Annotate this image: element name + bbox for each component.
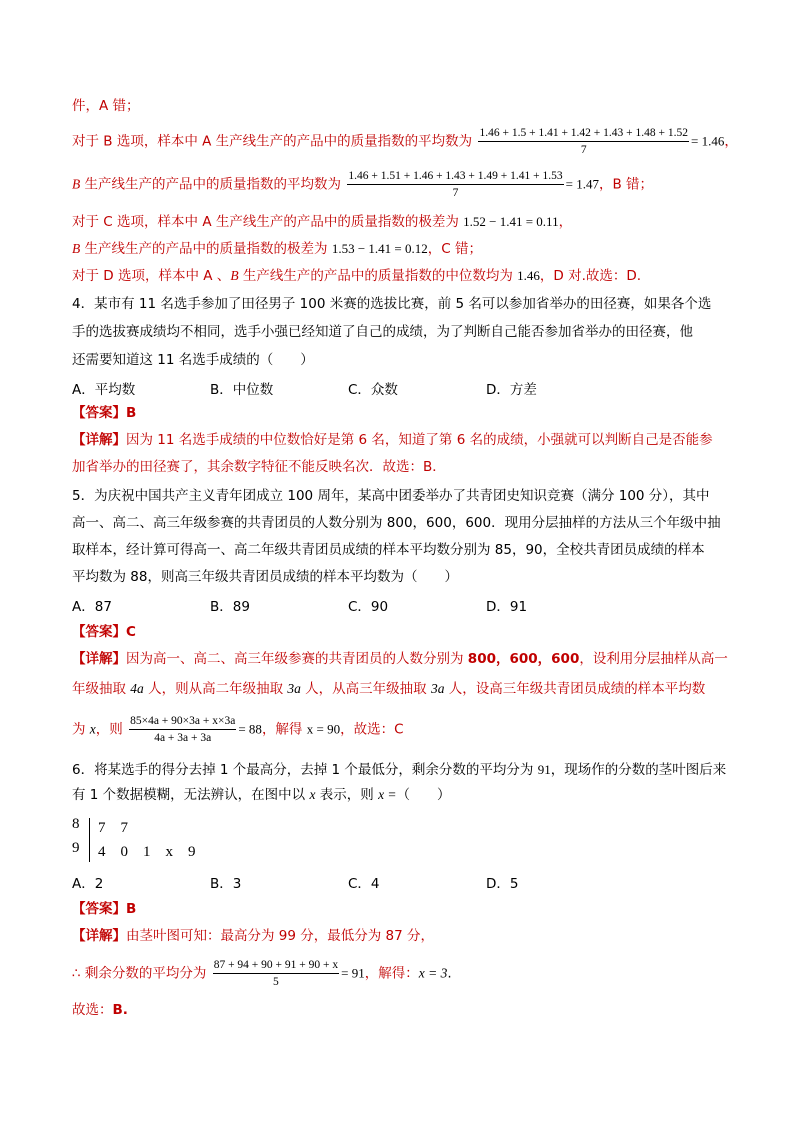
q4-answer: 【答案】B [72, 405, 137, 421]
stem-8: 8 [72, 816, 80, 832]
q5-stem-line-4: 平均数为 88，则高三年级共青团员成绩的样本平均数为（ ） [72, 569, 458, 585]
q5-option-c: C．90 [348, 599, 389, 615]
q4-detail-line-2: 加省举办的田径赛了，其余数字特征不能反映名次．故选：B． [72, 459, 446, 475]
q5-detail-line-3: 为 x，则 $\frac{85\times 4a + 90\times 3a + x\times 3a}{4a + 3a + 3a}$ = 88，解得 x = 90，故选：C [72, 715, 404, 744]
stem-9: 9 [72, 840, 80, 856]
q6-detail-line-2: ∴ 剩余分数的平均分为 $\frac{87 + 94 + 90 + 91 + 90 + x}{5}$ = 91，解得：x = 3. [72, 959, 452, 988]
q5-detail-line-1: 【详解】因为高一、高二、高三年级参赛的共青团员的人数分别为 800，600，600，设利用分层抽样从高一 [72, 651, 728, 667]
q3-line-2: 对于 B 选项，样本中 A 生产线生产的产品中的质量指数的平均数为 $\frac{1.46 + 1.5 + 1.41 + 1.42 + 1.43 + 1.48 + 1.52}{7}$ = 1.46， [72, 127, 738, 156]
q5-answer: 【答案】C [72, 624, 136, 640]
q6-option-d: D．5 [486, 876, 519, 892]
q3-line-1: 件，A 错； [72, 98, 140, 114]
q4-stem-line-1: 4．某市有 11 名选手参加了田径男子 100 米赛的选拔比赛，前 5 名可以参加省举办的田径赛，如果各个选 [72, 296, 712, 312]
q5-option-d: D．91 [486, 599, 528, 615]
q6-option-b: B．3 [210, 876, 242, 892]
leaves-8: 7 7 [98, 820, 129, 836]
q6-stem-line-2: 有 1 个数据模糊，无法辨认，在图中以 x 表示，则 x =（ ） [72, 787, 451, 803]
q3-line-5: B 生产线生产的产品中的质量指数的极差为 1.53 − 1.41 = 0.12，C 错； [72, 241, 482, 257]
q6-option-c: C．4 [348, 876, 380, 892]
weighted-mean-fraction: $\frac{85\times 4a + 90\times 3a + x\times 3a}{4a + 3a + 3a}$ [130, 715, 236, 744]
q3-line-4: 对于 C 选项，样本中 A 生产线生产的产品中的质量指数的极差为 1.52 − 1.41 = 0.11， [72, 214, 573, 230]
q4-detail-line-1: 【详解】因为 11 名选手成绩的中位数恰好是第 6 名，知道了第 6 名的成绩，小强就可以判断自己是否能参 [72, 432, 713, 448]
q6-option-a: A．2 [72, 876, 104, 892]
q5-option-a: A．87 [72, 599, 112, 615]
stem-leaf-plot [72, 816, 252, 862]
q3-line-6: 对于 D 选项，样本中 A 、B 生产线生产的产品中的质量指数的中位数均为 1.46，D 对.故选：D. [72, 268, 642, 284]
q4-option-c: C．众数 [348, 382, 398, 398]
q4-option-d: D．方差 [486, 382, 537, 398]
q5-stem-line-1: 5．为庆祝中国共产主义青年团成立 100 周年，某高中团委举办了共青团史知识竞赛（满分 100 分），其中 [72, 488, 710, 504]
q6-stem-line-1: 6．将某选手的得分去掉 1 个最高分，去掉 1 个最低分，剩余分数的平均分为 91，现场作的分数的茎叶图后来 [72, 762, 727, 778]
q4-option-b: B．中位数 [210, 382, 274, 398]
q4-stem-line-2: 手的选拔赛成绩均不相同，选手小强已经知道了自己的成绩，为了判断自己能否参加省举办的田径赛，他 [72, 324, 693, 340]
q3-line-3: B 生产线生产的产品中的质量指数的平均数为 $\frac{1.46 + 1.51 + 1.46 + 1.43 + 1.49 + 1.41 + 1.53}{7}$ = 1.47，B 错； [72, 170, 654, 199]
q4-option-a: A．平均数 [72, 382, 136, 398]
stem-divider [89, 818, 90, 862]
q5-option-b: B．89 [210, 599, 250, 615]
q5-stem-line-2: 高一、高二、高三年级参赛的共青团员的人数分别为 800，600，600．现用分层抽样的方法从三个年级中抽 [72, 515, 721, 531]
q5-detail-line-2: 年级抽取 4a 人，则从高二年级抽取 3a 人，从高三年级抽取 3a 人，设高三年级共青团员成绩的样本平均数 [72, 681, 706, 697]
mean-a-fraction: $\frac{1.46 + 1.5 + 1.41 + 1.42 + 1.43 + 1.48 + 1.52}{7}$ [479, 127, 689, 156]
q6-detail-line-1: 【详解】由茎叶图可知：最高分为 99 分，最低分为 87 分， [72, 928, 435, 944]
leaves-9: 4 0 1 x 9 [98, 844, 196, 860]
q6-detail-line-3: 故选：B. [72, 1002, 128, 1018]
mean-b-fraction: $\frac{1.46 + 1.51 + 1.46 + 1.43 + 1.49 + 1.41 + 1.53}{7}$ [348, 170, 563, 199]
q5-stem-line-3: 取样本，经计算可得高一、高二年级共青团员成绩的样本平均数分别为 85，90，全校共青团员成绩的样本 [72, 542, 705, 558]
q6-answer: 【答案】B [72, 901, 137, 917]
q4-stem-line-3: 还需要知道这 11 名选手成绩的（ ） [72, 352, 314, 368]
remaining-mean-fraction: $\frac{87 + 94 + 90 + 91 + 90 + x}{5}$ [213, 959, 339, 988]
